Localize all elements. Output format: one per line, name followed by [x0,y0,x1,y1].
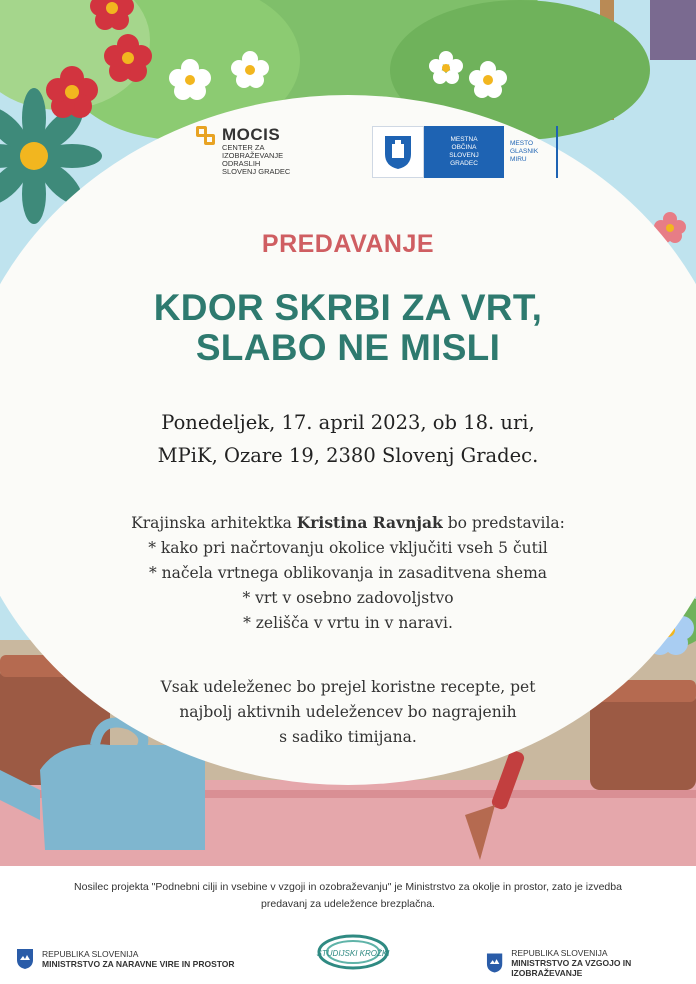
event-type: PREDAVANJE [261,230,435,258]
mocis-subtitle: CENTER ZA IZOBRAŽEVANJE ODRASLIH SLOVENJ GRADEC [222,143,291,176]
topic-item: * načela vrtnega oblikovanja in zasaditvena shema [148,564,548,582]
crest-icon [372,126,424,178]
event-date: Ponedeljek, 17. april 2023, ob 18. uri, [161,411,535,434]
mocis-logo [196,126,312,176]
slovenia-crest-icon [16,948,34,970]
event-description [0,510,696,636]
reward-note: Vsak udeleženec bo prejel koristne recepte, pet najbolj aktivnih udeležencev bo nagrajenih s sadiko timijana. [160,678,536,746]
funding-note: Nosilec projekta "Podnebni cilji in vsebine v vzgoji in ozobraževanju" je Ministrstvo za okolje in prostor, zato je izvedba predavanj za udeležence brezplačna. [74,881,622,910]
mocis-mark-icon [196,126,216,146]
mocis-name: MOCIS [222,125,281,144]
title-line-1: KDOR SKRBI ZA VRT, [153,287,543,328]
ministry-right-logo: REPUBLIKA SLOVENIJA MINISTRSTVO ZA VZGOJO IN IZOBRAŽEVANJE [486,948,696,978]
event-date-place [0,406,696,472]
event-place: MPiK, Ozare 19, 2380 Slovenj Gradec. [157,444,539,467]
municipality-name: MESTNA OBČINA SLOVENJ GRADEC [424,126,504,178]
municipality-logo [372,126,558,178]
topic-item: * zelišča v vrtu in v naravi. [243,614,453,632]
title-line-2: SLABO NE MISLI [195,327,501,368]
intro-line: Krajinska arhitektka Kristina Ravnjak bo predstavila: [131,513,565,532]
speaker-name: Kristina Ravnjak [296,513,443,532]
ministry-left-logo: REPUBLIKA SLOVENIJA MINISTRSTVO ZA NARAVNE VIRE IN PROSTOR [16,948,235,970]
partner-logos [0,124,696,184]
study-circles-text: ŠTUDIJSKI KROŽKI [316,949,390,958]
topic-item: * vrt v osebno zadovoljstvo [242,589,454,607]
topic-item: * kako pri načrtovanju okolice vključiti vseh 5 čutil [148,539,548,557]
study-circles-logo [306,932,400,976]
slovenia-crest-icon [486,952,503,974]
event-title [0,288,696,368]
municipality-motto: MESTO GLASNIK MIRU [504,126,558,178]
